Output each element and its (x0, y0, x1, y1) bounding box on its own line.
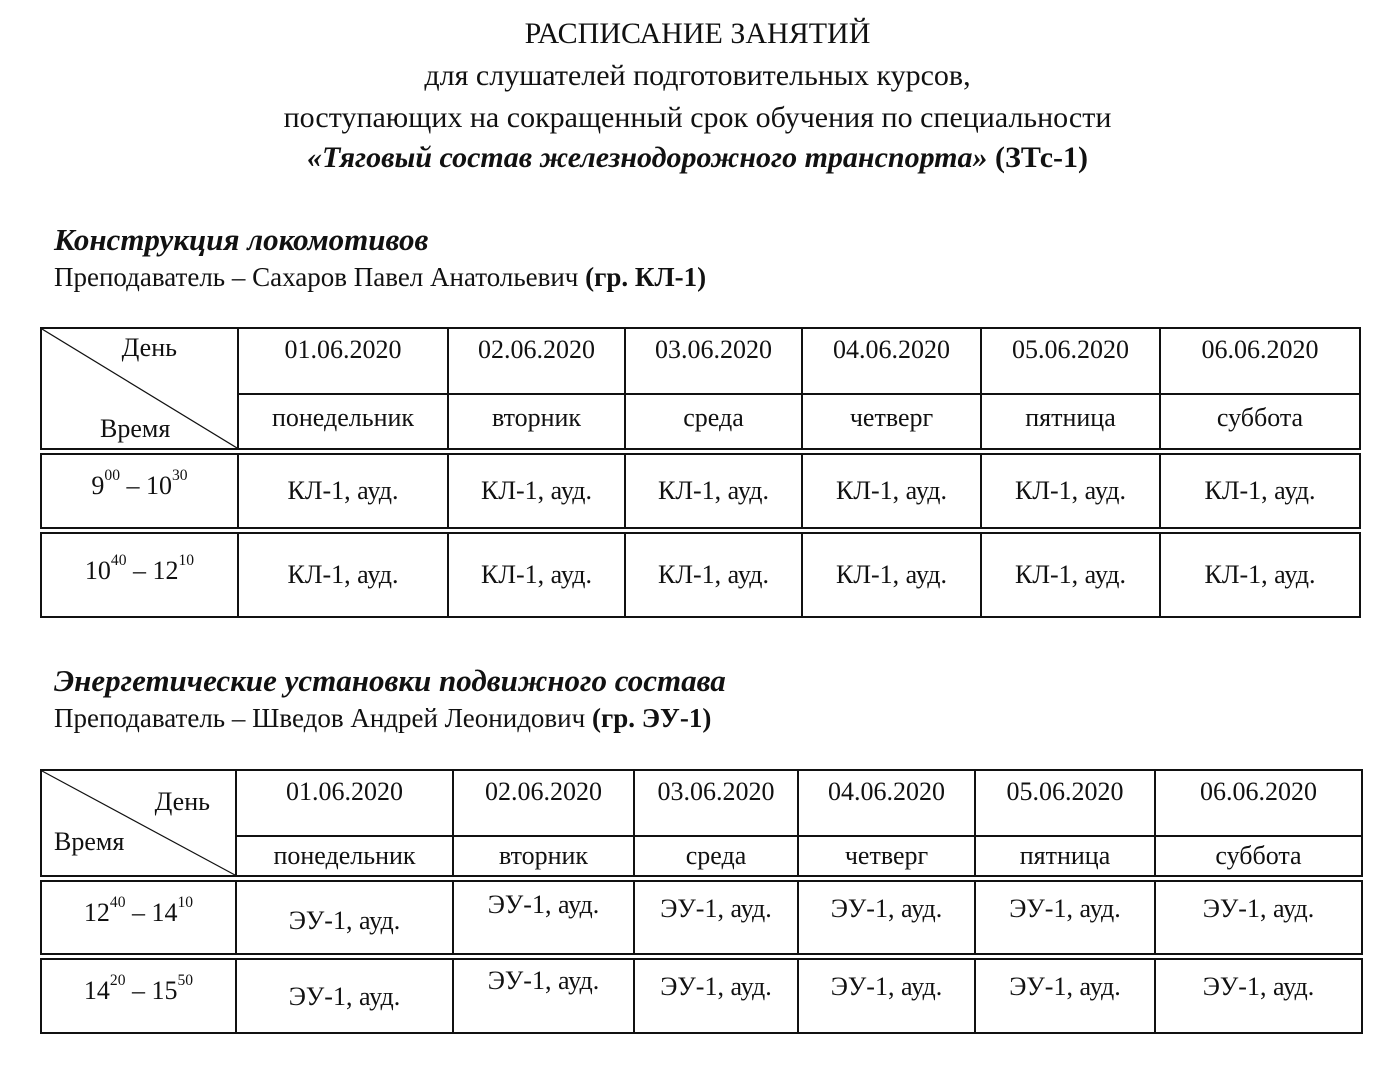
lesson-cell: КЛ-1, ауд. (802, 533, 981, 617)
table-row (41, 881, 1362, 954)
date-header: 04.06.2020 (798, 770, 975, 836)
weekday-header: понедельник (236, 836, 453, 876)
lesson-cell: КЛ-1, ауд. (802, 454, 981, 528)
corner-time-label: Время (54, 827, 125, 856)
weekday-header: пятница (981, 394, 1160, 449)
lesson-cell: ЭУ-1, ауд. (236, 881, 453, 954)
table-row (41, 454, 1360, 528)
lesson-cell: ЭУ-1, ауд. (1155, 959, 1362, 1033)
lesson-cell: КЛ-1, ауд. (448, 454, 625, 528)
weekday-header: среда (634, 836, 798, 876)
weekday-header: среда (625, 394, 802, 449)
date-header: 02.06.2020 (448, 328, 625, 394)
lesson-cell: ЭУ-1, ауд. (634, 959, 798, 1033)
lesson-cell: КЛ-1, ауд. (981, 454, 1160, 528)
group-label-2: (гр. ЭУ-1) (591, 703, 712, 733)
weekday-header: суббота (1160, 394, 1360, 449)
subject-title-1: Конструкция локомотивов (54, 222, 429, 257)
date-header: 03.06.2020 (625, 328, 802, 394)
date-header: 01.06.2020 (238, 328, 448, 394)
corner-time-label: Время (100, 414, 171, 443)
table-corner-cell (41, 770, 236, 876)
time-slot: $12^{40} - 14^{10}$ (41, 881, 236, 954)
teacher-name-2: Преподаватель – Шведов Андрей Леонидович (54, 703, 586, 733)
weekday-header: четверг (802, 394, 981, 449)
teacher-name-1: Преподаватель – Сахаров Павел Анатольевич (54, 262, 579, 292)
lesson-cell: КЛ-1, ауд. (1160, 454, 1360, 528)
teacher-line-2 (54, 702, 711, 734)
date-header: 03.06.2020 (634, 770, 798, 836)
schedule-table-1 (40, 327, 1361, 618)
specialty-line (0, 141, 1395, 175)
date-row (41, 770, 1362, 836)
date-row (41, 328, 1360, 394)
lesson-cell: ЭУ-1, ауд. (634, 881, 798, 954)
lesson-cell: КЛ-1, ауд. (625, 454, 802, 528)
lesson-cell: ЭУ-1, ауд. (453, 959, 634, 1033)
weekday-header: понедельник (238, 394, 448, 449)
weekday-row (41, 836, 1362, 876)
lesson-cell: ЭУ-1, ауд. (798, 959, 975, 1033)
weekday-row (41, 394, 1360, 449)
time-slot: $10^{40} - 12^{10}$ (41, 533, 238, 617)
lesson-cell: КЛ-1, ауд. (238, 454, 448, 528)
lesson-cell: ЭУ-1, ауд. (236, 959, 453, 1033)
specialty-group-code: (ЗТс-1) (995, 141, 1089, 174)
lesson-cell: ЭУ-1, ауд. (798, 881, 975, 954)
date-header: 05.06.2020 (975, 770, 1155, 836)
lesson-cell: ЭУ-1, ауд. (453, 881, 634, 954)
title-line-3: поступающих на сокращенный срок обучения по специальности (283, 101, 1112, 134)
title-line-2: для слушателей подготовительных курсов, (424, 59, 971, 92)
lesson-cell: ЭУ-1, ауд. (975, 959, 1155, 1033)
date-header: 05.06.2020 (981, 328, 1160, 394)
lesson-cell: ЭУ-1, ауд. (975, 881, 1155, 954)
lesson-cell: КЛ-1, ауд. (238, 533, 448, 617)
weekday-header: четверг (798, 836, 975, 876)
time-slot: $9^{00} - 10^{30}$ (41, 454, 238, 528)
lesson-cell: КЛ-1, ауд. (625, 533, 802, 617)
corner-day-label: День (121, 333, 177, 362)
teacher-line-1 (54, 261, 706, 293)
lesson-cell: ЭУ-1, ауд. (1155, 881, 1362, 954)
specialty-name: «Тяговый состав железнодорожного транспорта» (306, 141, 988, 174)
date-header: 06.06.2020 (1160, 328, 1360, 394)
group-label-1: (гр. КЛ-1) (585, 262, 707, 292)
weekday-header: вторник (448, 394, 625, 449)
table-row (41, 533, 1360, 617)
weekday-header: суббота (1155, 836, 1362, 876)
weekday-header: вторник (453, 836, 634, 876)
schedule-table-2 (40, 769, 1363, 1034)
table-corner-cell (41, 328, 238, 449)
table-row (41, 959, 1362, 1033)
lesson-cell: КЛ-1, ауд. (1160, 533, 1360, 617)
subject-title-2: Энергетические установки подвижного состава (54, 663, 726, 698)
time-slot: $14^{20} - 15^{50}$ (41, 959, 236, 1033)
weekday-header: пятница (975, 836, 1155, 876)
date-header: 01.06.2020 (236, 770, 453, 836)
date-header: 06.06.2020 (1155, 770, 1362, 836)
lesson-cell: КЛ-1, ауд. (981, 533, 1160, 617)
corner-day-label: День (154, 787, 210, 816)
date-header: 04.06.2020 (802, 328, 981, 394)
document-title: РАСПИСАНИЕ ЗАНЯТИЙ (524, 17, 871, 50)
date-header: 02.06.2020 (453, 770, 634, 836)
lesson-cell: КЛ-1, ауд. (448, 533, 625, 617)
